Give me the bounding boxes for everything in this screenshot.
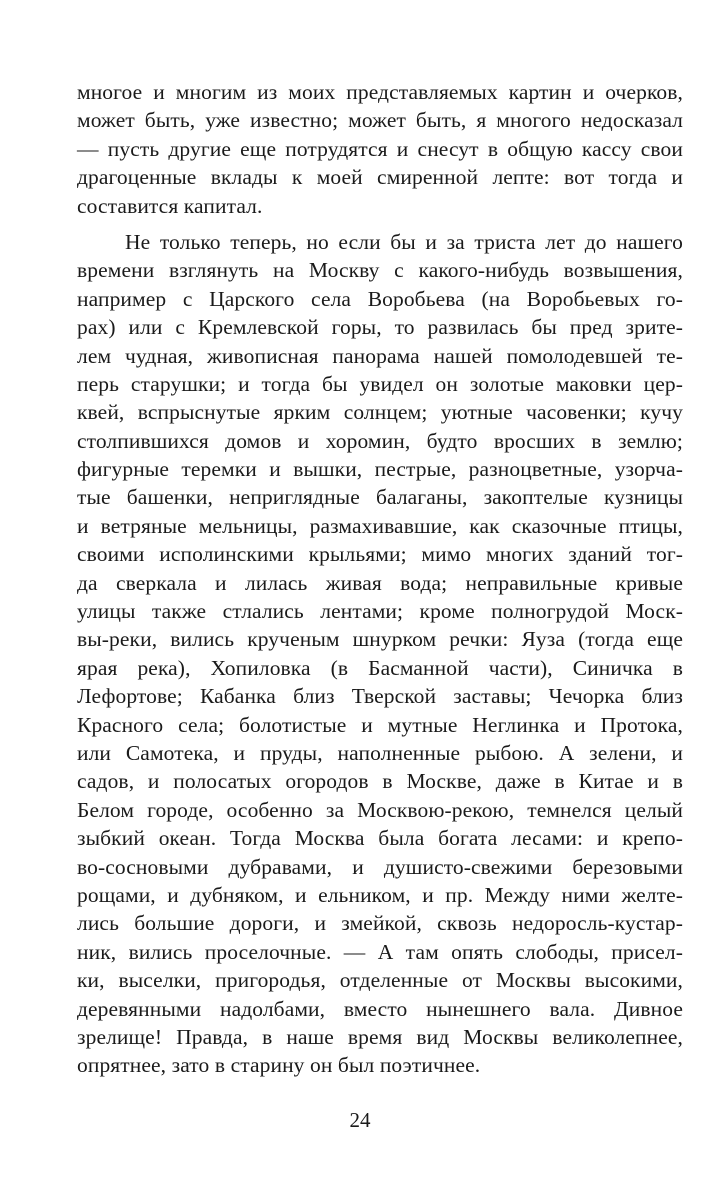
paragraph-gap (77, 220, 683, 228)
text-line: составится капитал. (77, 193, 263, 218)
text-line: деревянными надолбами, вместо нынешнего вала. Дивное (77, 996, 683, 1021)
text-line: да сверкала и лилась живая вода; неправильные кривые (77, 570, 683, 595)
text-line: зрелище! Правда, в наше время вид Москвы великолепнее, (77, 1024, 683, 1049)
text-line: например с Царского села Воробьева (на Воробьевых го- (77, 286, 683, 311)
text-line: может быть, уже известно; может быть, я многого недосказал (77, 108, 683, 133)
text-line: ярая река), Хопиловка (в Басманной части), Синичка в (77, 655, 683, 680)
text-line: во-сосновыми дубравами, и душисто-свежими березовыми (77, 854, 683, 879)
page-number: 24 (349, 1108, 371, 1132)
text-line: драгоценные вклады к моей смиренной лепте: вот тогда и (77, 165, 683, 190)
text-line: многое и многим из моих представляемых картин и очерков, (77, 80, 683, 104)
text-line: или Самотека, и пруды, наполненные рыбою. А зелени, и (77, 740, 683, 765)
text-line: опрятнее, зато в старину он был поэтичнее. (77, 1053, 481, 1078)
text-line: — пусть другие еще потрудятся и снесут в общую кассу свои (77, 136, 683, 161)
paragraph-2 (77, 228, 683, 1080)
text-line: своими исполинскими крыльями; мимо многих зданий тог- (77, 542, 683, 567)
text-line: времени взглянуть на Москву с какого-нибудь возвышения, (77, 258, 683, 283)
text-line: Белом городе, особенно за Москвою-рекою, темнелся целый (77, 797, 683, 822)
text-line: Не только теперь, но если бы и за триста лет до нашего (125, 229, 683, 254)
text-line: ник, вились проселочные. — А там опять слободы, присел- (77, 939, 683, 964)
text-line: квей, вспрыснутые ярким солнцем; уютные часовенки; кучу (77, 400, 683, 425)
text-line: перь старушки; и тогда бы увидел он золотые маковки цер- (77, 371, 683, 396)
text-line: Красного села; болотистые и мутные Неглинка и Протока, (77, 712, 683, 737)
text-line: зыбкий океан. Тогда Москва была богата лесами: и крепо- (77, 826, 683, 851)
text-line: рощами, и дубняком, и ельником, и пр. Между ними желте- (77, 882, 683, 907)
text-line: лись большие дороги, и змейкой, сквозь недоросль-кустар- (77, 911, 683, 936)
text-line: рах) или с Кремлевской горы, то развилась бы пред зрите- (77, 315, 683, 340)
text-line: и ветряные мельницы, размахивавшие, как сказочные птицы, (77, 513, 683, 538)
text-line: улицы также стлались лентами; кроме полногрудой Моск- (77, 599, 683, 624)
text-line: ки, выселки, пригородья, отделенные от Москвы высокими, (77, 968, 683, 993)
text-line: Лефортове; Кабанка близ Тверской заставы; Чечорка близ (77, 684, 683, 709)
text-line: тые башенки, неприглядные балаганы, закоптелые кузницы (77, 485, 683, 510)
text-line: фигурные теремки и вышки, пестрые, разноцветные, узорча- (77, 457, 683, 482)
page-text (77, 78, 683, 1080)
paragraph-1 (77, 78, 683, 220)
text-line: садов, и полосатых огородов в Москве, даже в Китае и в (77, 769, 683, 794)
text-line: столпившихся домов и хоромин, будто вросших в землю; (77, 428, 683, 453)
text-line: вы-реки, вились крученым шнурком речки: Яуза (тогда еще (77, 627, 683, 652)
text-line: лем чудная, живописная панорама нашей помолодевшей те- (77, 343, 683, 368)
